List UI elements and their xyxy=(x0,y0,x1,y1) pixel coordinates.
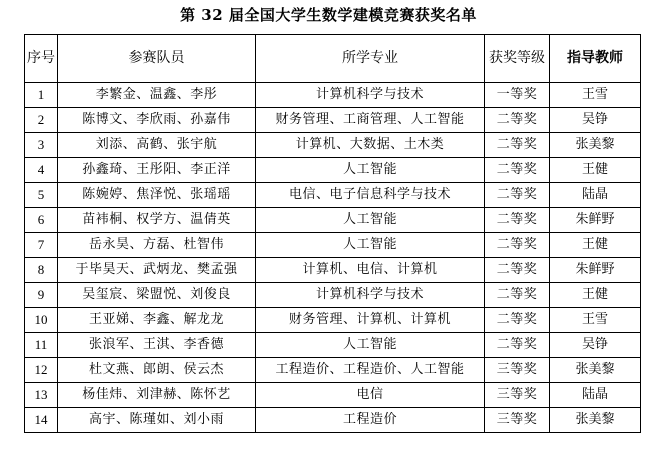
header-award: 获奖等级 xyxy=(485,35,550,83)
table-row xyxy=(25,133,641,158)
cell-members: 王亚娣、李鑫、解龙龙 xyxy=(58,308,256,333)
table-row xyxy=(25,158,641,183)
cell-members: 岳永昊、方磊、杜智伟 xyxy=(58,233,256,258)
table-row xyxy=(25,358,641,383)
cell-index: 14 xyxy=(25,408,58,433)
cell-major: 人工智能 xyxy=(256,333,485,358)
cell-members: 李繁金、温鑫、李彤 xyxy=(58,83,256,108)
cell-index: 10 xyxy=(25,308,58,333)
page-title: 第 32 届全国大学生数学建模竞赛获奖名单 xyxy=(180,6,477,24)
header-index: 序号 xyxy=(25,35,58,83)
table-row xyxy=(25,283,641,308)
cell-award: 三等奖 xyxy=(485,358,550,383)
cell-members: 苗袆桐、权学方、温倩英 xyxy=(58,208,256,233)
header-major: 所学专业 xyxy=(256,35,485,83)
award-table xyxy=(24,34,641,433)
cell-award: 二等奖 xyxy=(485,308,550,333)
table-row xyxy=(25,208,641,233)
cell-award: 二等奖 xyxy=(485,183,550,208)
cell-award: 二等奖 xyxy=(485,258,550,283)
cell-members: 高宇、陈瑾如、刘小雨 xyxy=(58,408,256,433)
table-row xyxy=(25,383,641,408)
cell-major: 工程造价 xyxy=(256,408,485,433)
cell-major: 人工智能 xyxy=(256,233,485,258)
table-row xyxy=(25,333,641,358)
cell-major: 财务管理、计算机、计算机 xyxy=(256,308,485,333)
cell-index: 13 xyxy=(25,383,58,408)
table-header xyxy=(25,35,641,83)
cell-members: 陈婉婷、焦泽悦、张瑶瑶 xyxy=(58,183,256,208)
cell-advisor: 王健 xyxy=(550,283,641,308)
cell-members: 张浪军、王淇、李香德 xyxy=(58,333,256,358)
cell-index: 8 xyxy=(25,258,58,283)
cell-award: 二等奖 xyxy=(485,333,550,358)
cell-index: 5 xyxy=(25,183,58,208)
cell-advisor: 王健 xyxy=(550,158,641,183)
cell-advisor: 王健 xyxy=(550,233,641,258)
cell-advisor: 吴铮 xyxy=(550,108,641,133)
cell-index: 3 xyxy=(25,133,58,158)
cell-advisor: 陆晶 xyxy=(550,183,641,208)
cell-major: 人工智能 xyxy=(256,158,485,183)
cell-advisor: 张美黎 xyxy=(550,358,641,383)
cell-index: 11 xyxy=(25,333,58,358)
cell-major: 计算机科学与技术 xyxy=(256,283,485,308)
cell-major: 计算机、大数据、土木类 xyxy=(256,133,485,158)
cell-major: 计算机科学与技术 xyxy=(256,83,485,108)
cell-major: 计算机、电信、计算机 xyxy=(256,258,485,283)
cell-major: 电信 xyxy=(256,383,485,408)
cell-advisor: 朱鲜野 xyxy=(550,208,641,233)
cell-index: 9 xyxy=(25,283,58,308)
cell-award: 二等奖 xyxy=(485,283,550,308)
table-row xyxy=(25,258,641,283)
cell-award: 一等奖 xyxy=(485,83,550,108)
cell-members: 刘添、高鹤、张宇航 xyxy=(58,133,256,158)
cell-award: 三等奖 xyxy=(485,383,550,408)
cell-major: 人工智能 xyxy=(256,208,485,233)
table-row xyxy=(25,308,641,333)
cell-members: 杨佳炜、刘津赫、陈怀艺 xyxy=(58,383,256,408)
cell-major: 财务管理、工商管理、人工智能 xyxy=(256,108,485,133)
table-row xyxy=(25,183,641,208)
cell-index: 4 xyxy=(25,158,58,183)
cell-members: 于毕昊天、武炳龙、樊孟强 xyxy=(58,258,256,283)
cell-award: 二等奖 xyxy=(485,108,550,133)
cell-major: 电信、电子信息科学与技术 xyxy=(256,183,485,208)
cell-advisor: 张美黎 xyxy=(550,408,641,433)
cell-members: 吴玺宸、梁盟悦、刘俊良 xyxy=(58,283,256,308)
cell-advisor: 张美黎 xyxy=(550,133,641,158)
cell-members: 杜文燕、郎朗、侯云杰 xyxy=(58,358,256,383)
cell-members: 陈博文、李欣雨、孙嘉伟 xyxy=(58,108,256,133)
table-row xyxy=(25,108,641,133)
table-body xyxy=(25,83,641,433)
cell-award: 二等奖 xyxy=(485,233,550,258)
cell-advisor: 王雪 xyxy=(550,308,641,333)
cell-members: 孙鑫琦、王彤阳、李正洋 xyxy=(58,158,256,183)
cell-index: 7 xyxy=(25,233,58,258)
cell-award: 二等奖 xyxy=(485,208,550,233)
cell-major: 工程造价、工程造价、人工智能 xyxy=(256,358,485,383)
cell-advisor: 朱鲜野 xyxy=(550,258,641,283)
cell-advisor: 吴铮 xyxy=(550,333,641,358)
header-members: 参赛队员 xyxy=(58,35,256,83)
cell-index: 12 xyxy=(25,358,58,383)
cell-award: 三等奖 xyxy=(485,408,550,433)
cell-award: 二等奖 xyxy=(485,158,550,183)
table-row xyxy=(25,83,641,108)
cell-advisor: 王雪 xyxy=(550,83,641,108)
header-row xyxy=(25,35,641,83)
header-advisor: 指导教师 xyxy=(550,35,641,83)
table-row xyxy=(25,408,641,433)
table-row xyxy=(25,233,641,258)
cell-index: 6 xyxy=(25,208,58,233)
cell-index: 1 xyxy=(25,83,58,108)
cell-index: 2 xyxy=(25,108,58,133)
cell-award: 二等奖 xyxy=(485,133,550,158)
cell-advisor: 陆晶 xyxy=(550,383,641,408)
